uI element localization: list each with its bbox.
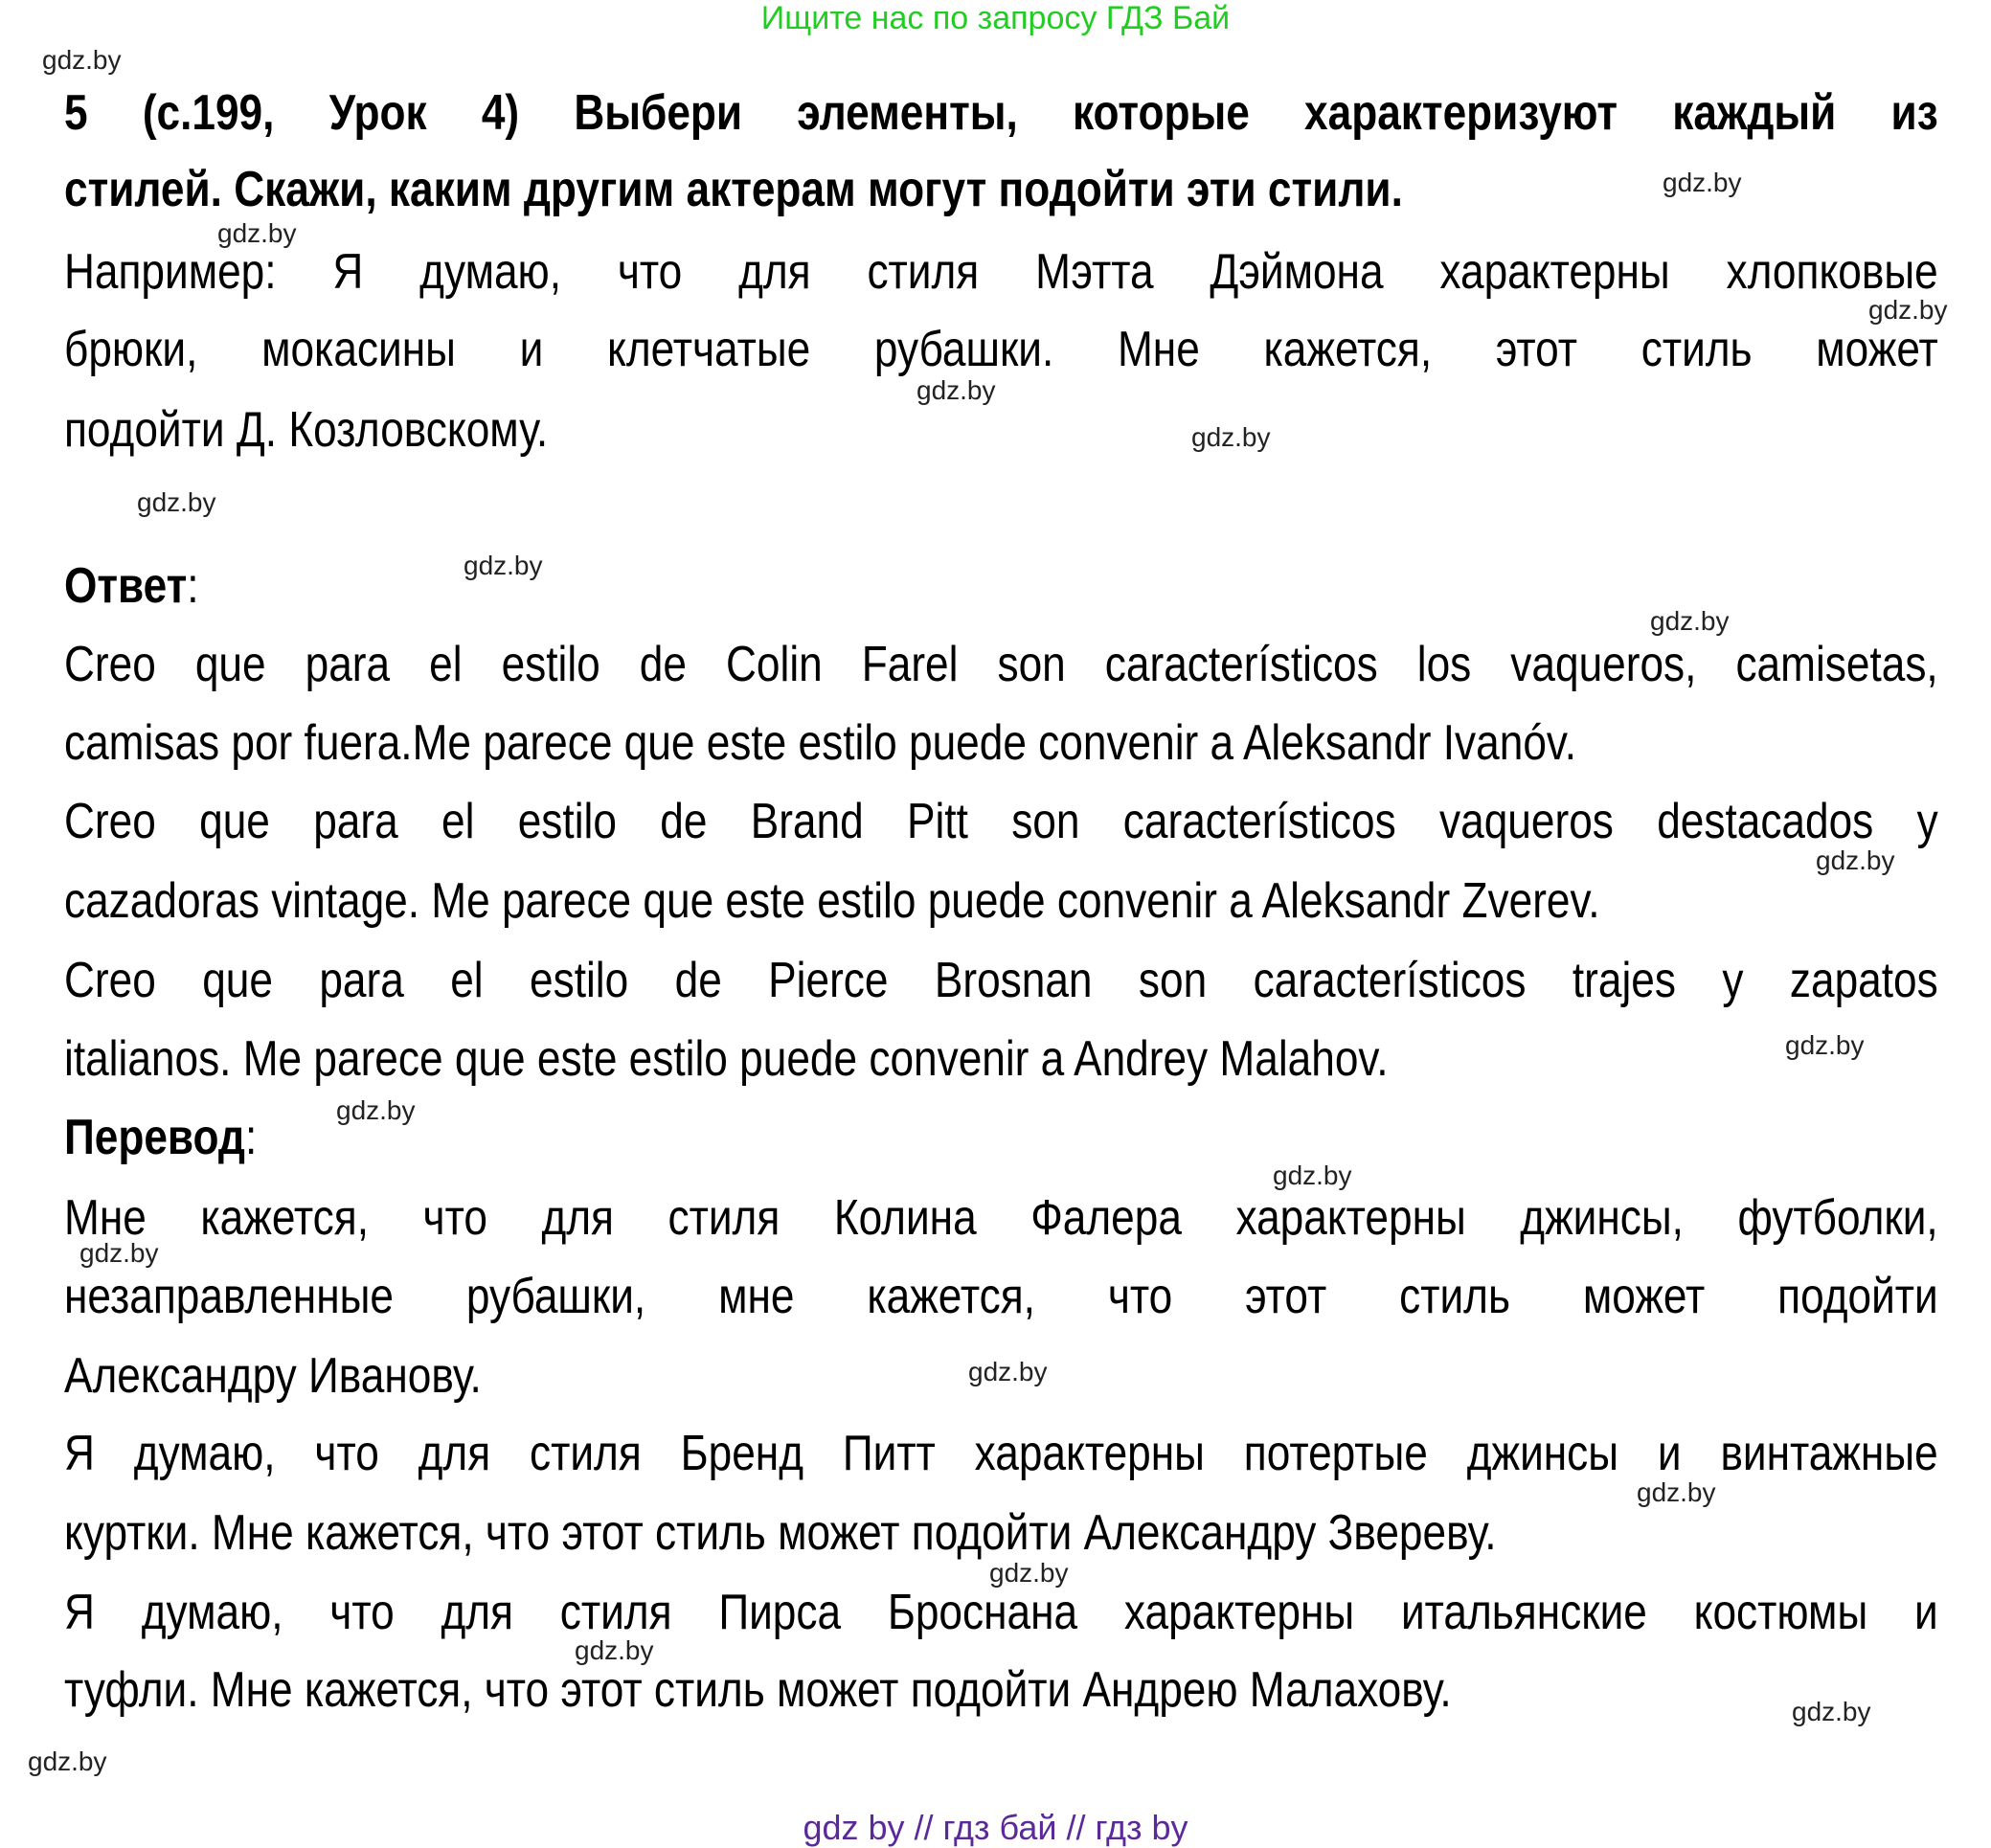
watermark: gdz.by (916, 375, 996, 405)
watermark: gdz.by (336, 1095, 416, 1125)
answer-line: Creo que para el estilo de Pierce Brosnan son característicos trajes y zapatos (64, 953, 1938, 1008)
task-line-2: стилей. Скажи, каким другим актерам могут подойти эти стили. (64, 162, 1403, 217)
watermark: gdz.by (1663, 168, 1742, 197)
translation-line: Александру Иванову. (64, 1348, 482, 1404)
watermark: gdz.by (968, 1357, 1048, 1386)
watermark: gdz.by (1816, 845, 1895, 875)
footer-links: gdz by // гдз бай // гдз by (803, 1808, 1188, 1847)
watermark: gdz.by (137, 487, 216, 517)
watermark: gdz.by (1191, 422, 1271, 452)
answer-line: cazadoras vintage. Me parece que este estilo puede convenir a Aleksandr Zverev. (64, 873, 1600, 929)
example-line-1: Например: Я думаю, что для стиля Мэтта Дэймона характерны хлопковые (64, 244, 1938, 300)
translation-line: Я думаю, что для стиля Бренд Питт характерны потертые джинсы и винтажные (64, 1426, 1938, 1481)
example-line-3: подойти Д. Козловскому. (64, 402, 549, 458)
watermark: gdz.by (42, 45, 122, 75)
watermark: gdz.by (1637, 1477, 1716, 1507)
watermark: gdz.by (1273, 1161, 1352, 1190)
watermark: gdz.by (1792, 1697, 1871, 1726)
example-line-2: брюки, мокасины и клетчатые рубашки. Мне кажется, этот стиль может (64, 322, 1938, 377)
translation-line: туфли. Мне кажется, что этот стиль может подойти Андрею Малахову. (64, 1662, 1452, 1718)
watermark: gdz.by (1785, 1030, 1865, 1060)
answer-line: Creo que para el estilo de Brand Pitt son característicos vaqueros destacados y (64, 794, 1938, 849)
translation-line: Я думаю, что для стиля Пирса Броснана характерны итальянские костюмы и (64, 1585, 1938, 1640)
translation-line: Мне кажется, что для стиля Колина Фалера характерны джинсы, футболки, (64, 1190, 1938, 1246)
watermark: gdz.by (989, 1558, 1069, 1588)
task-line-1: 5 (с.199, Урок 4) Выбери элементы, которые характеризуют каждый из (64, 85, 1938, 141)
answer-line: Creo que para el estilo de Colin Farel son característicos los vaqueros, camisetas, (64, 637, 1938, 692)
watermark: gdz.by (217, 218, 297, 248)
watermark: gdz.by (1650, 606, 1730, 636)
watermark: gdz.by (464, 551, 543, 580)
search-banner: Ищите нас по запросу ГДЗ Бай (760, 0, 1231, 36)
translation-heading-colon: : (245, 1110, 258, 1165)
answer-line: camisas por fuera.Me parece que este estilo puede convenir a Aleksandr Ivanóv. (64, 715, 1577, 771)
translation-line: куртки. Мне кажется, что этот стиль может подойти Александру Звереву. (64, 1505, 1497, 1561)
watermark: gdz.by (28, 1747, 107, 1776)
answer-heading-text: Ответ (64, 558, 188, 614)
watermark: gdz.by (575, 1635, 654, 1665)
watermark: gdz.by (79, 1238, 159, 1268)
answer-heading-colon: : (187, 558, 199, 614)
translation-heading-text: Перевод (64, 1110, 246, 1165)
answer-line: italianos. Me parece que este estilo puede convenir a Andrey Malahov. (64, 1031, 1389, 1087)
translation-line: незаправленные рубашки, мне кажется, что этот стиль может подойти (64, 1269, 1938, 1324)
watermark: gdz.by (1868, 295, 1948, 325)
